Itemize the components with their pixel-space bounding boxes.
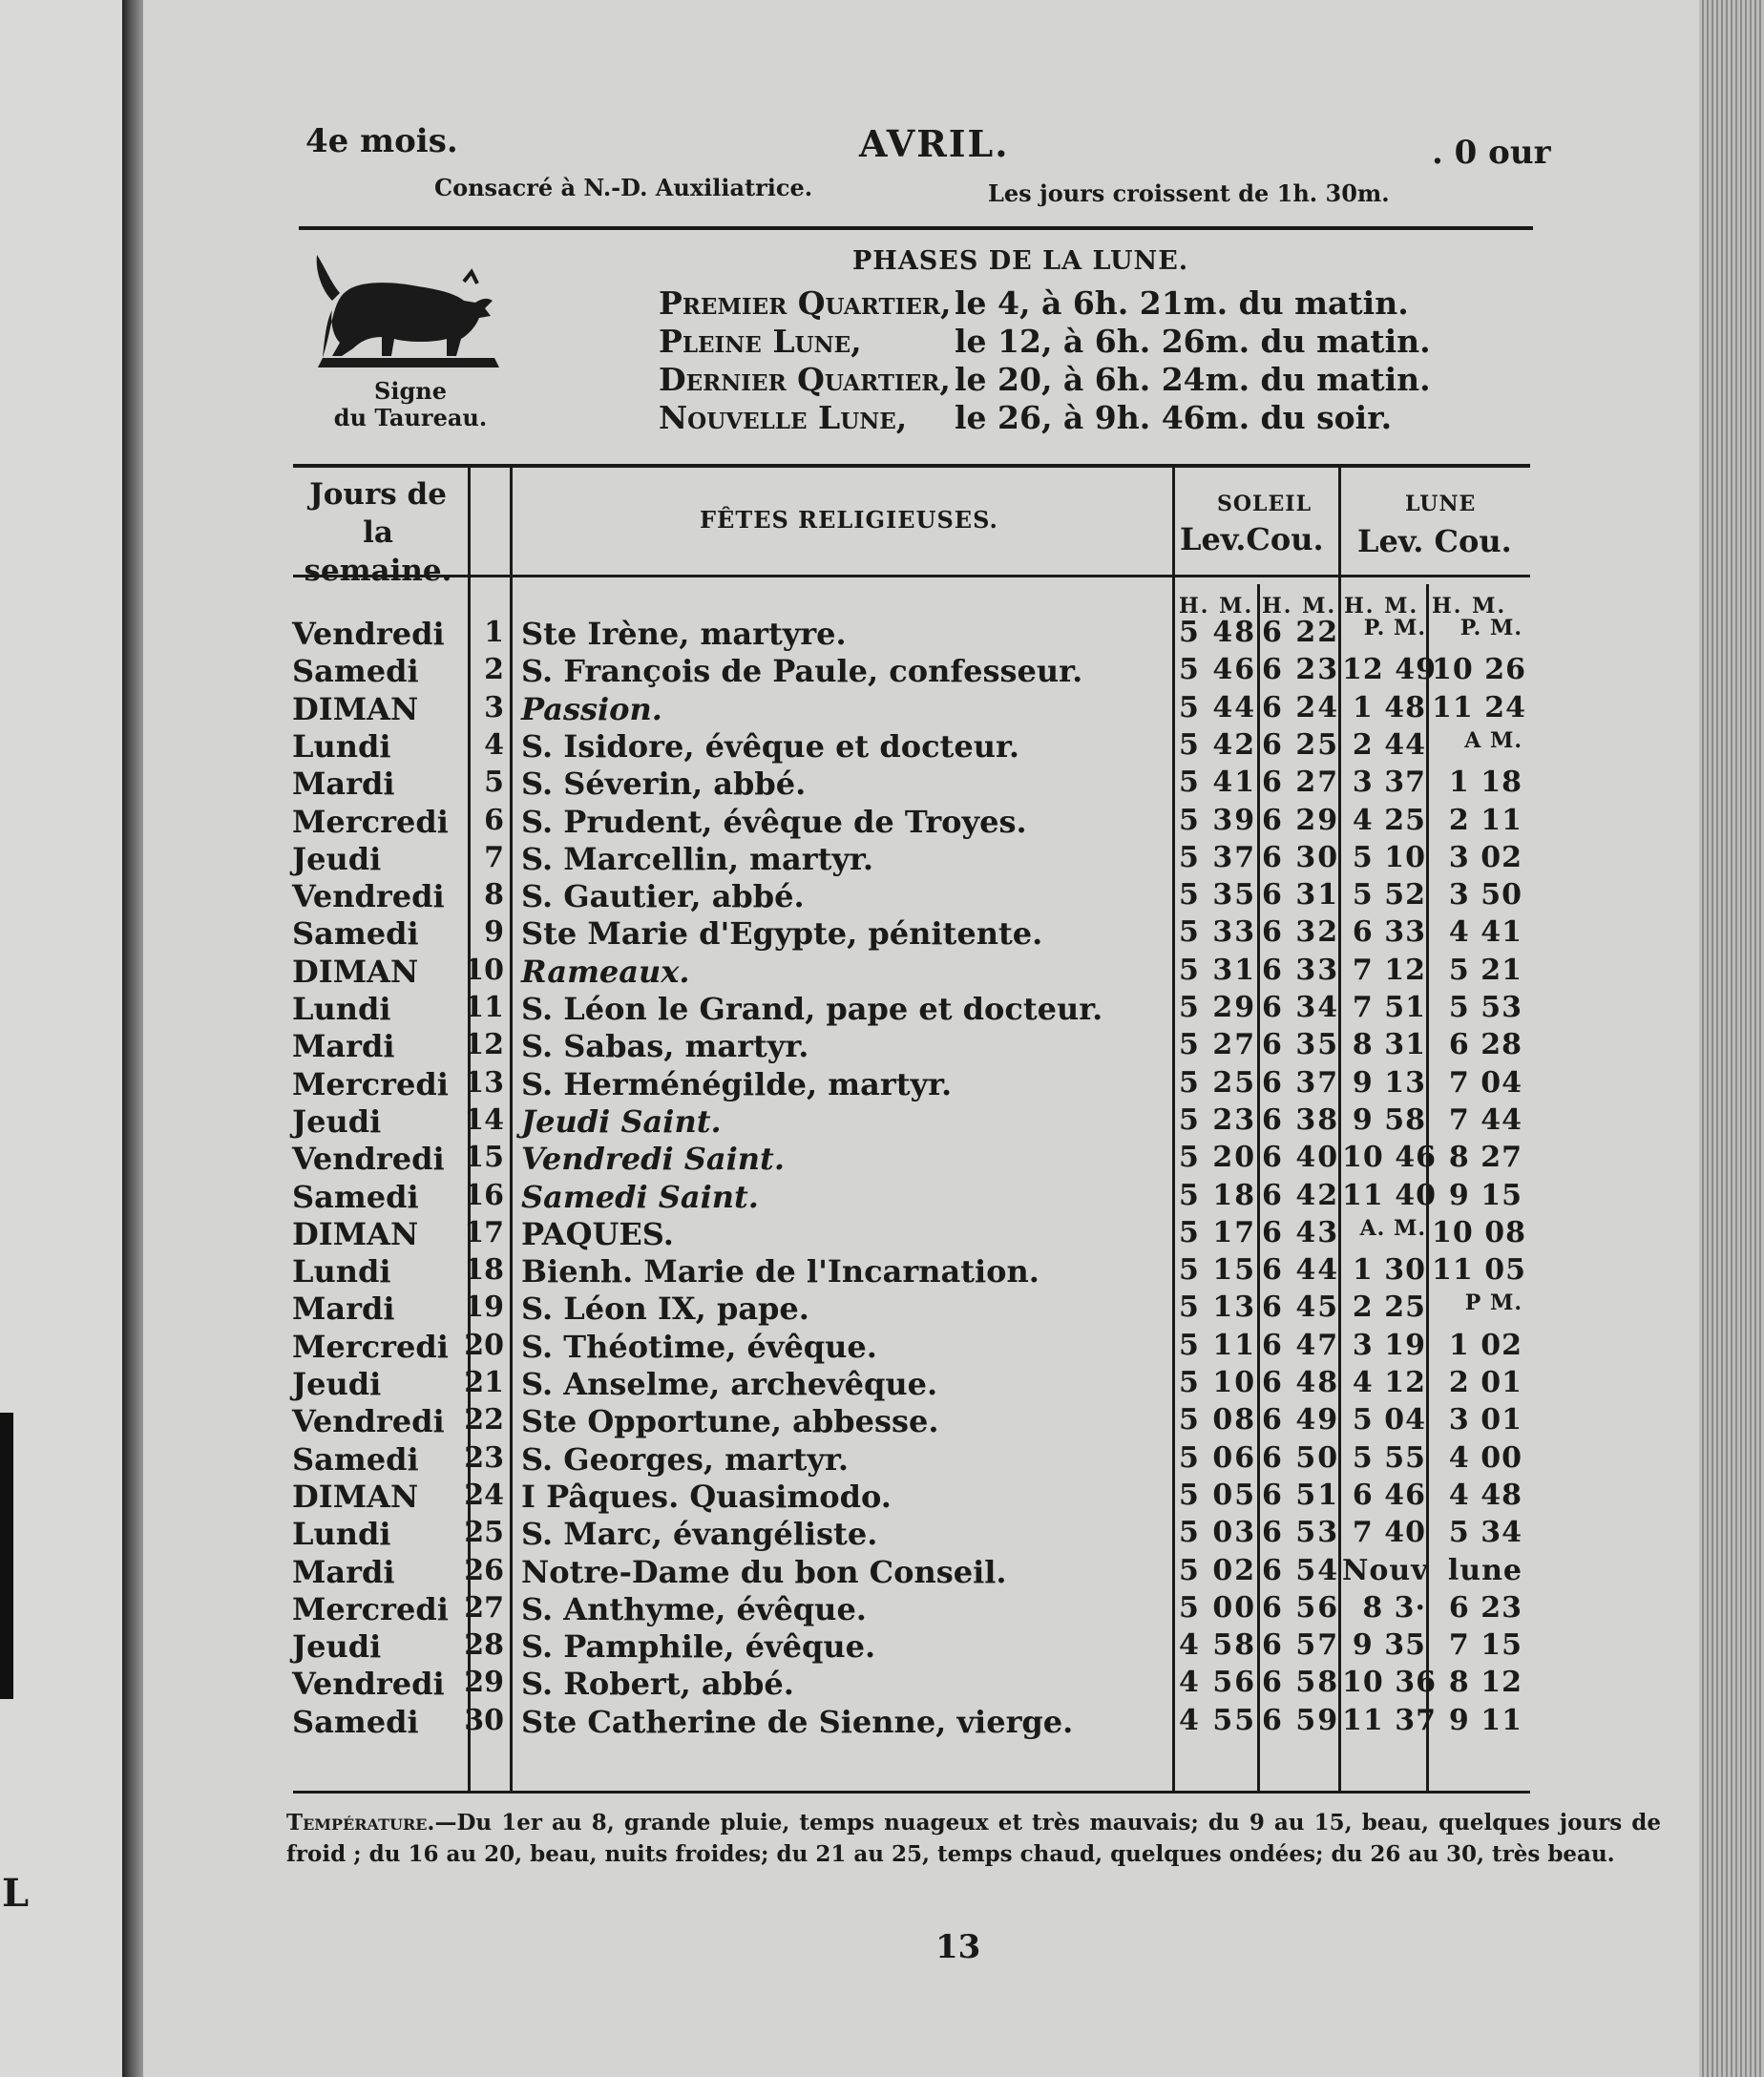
fete-cell: S. Sabas, martyr. — [521, 1028, 809, 1065]
moon-set-cell: 5 53 — [1448, 991, 1522, 1024]
sun-rise-cell: 5 31 — [1179, 953, 1257, 987]
sign-caption-line1: Signe — [374, 377, 447, 405]
sun-rise-cell: 5 08 — [1179, 1403, 1257, 1437]
sun-rise-cell: 5 00 — [1179, 1590, 1257, 1625]
sign-caption — [305, 378, 515, 431]
moon-set-cell: 2 11 — [1448, 803, 1522, 837]
left-page-edge-bar — [0, 1413, 13, 1699]
moon-rise-cell: 5 04 — [1352, 1403, 1426, 1437]
sun-rise-cell: 5 39 — [1179, 803, 1257, 837]
sun-set-cell: 6 25 — [1262, 727, 1340, 762]
day-cell: Jeudi — [292, 1628, 382, 1666]
sun-set-cell: 6 38 — [1262, 1102, 1340, 1137]
moon-set-cell: lune — [1447, 1553, 1522, 1587]
sign-caption-line2: du Taureau. — [333, 404, 488, 431]
moon-rise-cell: 5 10 — [1352, 840, 1426, 874]
moon-rise-cell: 9 13 — [1352, 1065, 1426, 1100]
col-header-days-line2: semaine. — [304, 554, 452, 588]
sun-rise-cell: 5 05 — [1179, 1478, 1257, 1512]
phase-date: le 20, à 6h. 24m. du matin. — [955, 361, 1431, 398]
moon-rise-cell: 5 55 — [1352, 1440, 1426, 1475]
date-cell: 1 — [484, 616, 504, 649]
temperature-text: —Du 1er au 8, grande pluie, temps nuageux et très mauvais; du 9 au 15, beau, quelques jours de froid ; du 16 au 20, beau, nuits froides; du 21 au 25, temps chaud, quelques ondées; du 26 au 30, très beau. — [286, 1810, 1661, 1867]
table-row — [143, 878, 1699, 915]
sun-rise-cell: 5 46 — [1179, 653, 1257, 687]
moon-rise-cell: 7 51 — [1352, 991, 1426, 1024]
sun-set-cell: 6 51 — [1262, 1478, 1340, 1512]
moon-rise-cell: 7 40 — [1352, 1516, 1426, 1550]
date-cell: 29 — [464, 1666, 504, 1700]
phase-row — [659, 399, 1392, 436]
fete-cell: S. Prudent, évêque de Troyes. — [521, 803, 1027, 840]
fete-cell: Rameaux. — [521, 953, 690, 990]
sun-set-cell: 6 42 — [1262, 1178, 1340, 1212]
day-cell: DIMAN — [292, 690, 419, 727]
phases-title: PHASES DE LA LUNE. — [852, 246, 1189, 276]
fete-cell: Ste Opportune, abbesse. — [521, 1403, 939, 1440]
moon-rise-cell: 9 58 — [1352, 1102, 1426, 1137]
moon-set-cell: 10 08 — [1432, 1215, 1526, 1249]
table-row — [143, 1253, 1699, 1290]
sun-set-cell: 6 30 — [1262, 840, 1340, 874]
moon-set-cell: 8 27 — [1448, 1141, 1522, 1175]
temperature-lead: Température. — [286, 1810, 435, 1836]
header-rule — [299, 226, 1533, 230]
table-row — [143, 1591, 1699, 1628]
day-cell: Jeudi — [292, 1366, 382, 1402]
date-cell: 16 — [464, 1178, 504, 1212]
temperature-note — [286, 1807, 1661, 1870]
phase-row — [659, 323, 1431, 360]
sun-rise-cell: 5 48 — [1179, 616, 1257, 649]
sun-rise-cell: 5 41 — [1179, 766, 1257, 800]
moon-set-cell: 8 12 — [1448, 1666, 1522, 1700]
table-row — [143, 1666, 1699, 1703]
table-row — [143, 691, 1699, 728]
date-cell: 26 — [464, 1553, 504, 1587]
table-row — [143, 766, 1699, 803]
col-header-lune-sub: Lev. Cou. — [1357, 523, 1512, 559]
table-row — [143, 1179, 1699, 1216]
hm-label: H. M. — [1344, 594, 1419, 619]
date-cell: 28 — [464, 1628, 504, 1663]
date-cell: 13 — [464, 1065, 504, 1100]
phase-date: le 26, à 9h. 46m. du soir. — [955, 399, 1393, 436]
sun-rise-cell: 5 25 — [1179, 1065, 1257, 1100]
table-row — [143, 1628, 1699, 1666]
sun-set-cell: 6 58 — [1262, 1666, 1340, 1700]
fete-cell: S. Séverin, abbé. — [521, 766, 807, 803]
phase-name: Pleine Lune, — [659, 323, 862, 360]
month-number: 4e mois. — [305, 122, 458, 160]
moon-set-cell: P M. — [1464, 1290, 1522, 1316]
hm-label: H. M. — [1432, 594, 1507, 619]
fete-cell: Vendredi Saint. — [521, 1141, 785, 1178]
moon-rise-cell: 2 25 — [1352, 1290, 1426, 1325]
phase-row — [659, 361, 1431, 398]
day-cell: Samedi — [292, 653, 419, 690]
sun-rise-cell: 5 02 — [1179, 1553, 1257, 1587]
day-cell: Lundi — [292, 727, 391, 765]
day-cell: Mardi — [292, 766, 395, 803]
sun-rise-cell: 5 29 — [1179, 991, 1257, 1024]
date-cell: 21 — [464, 1366, 504, 1399]
day-cell: Vendredi — [292, 616, 445, 652]
moon-rise-cell: 11 40 — [1342, 1178, 1437, 1212]
date-cell: 24 — [464, 1478, 504, 1512]
date-cell: 30 — [464, 1703, 504, 1737]
date-cell: 10 — [464, 953, 504, 987]
table-row — [143, 1516, 1699, 1553]
fete-cell: S. Anthyme, évêque. — [521, 1590, 867, 1627]
date-cell: 20 — [464, 1328, 504, 1362]
moon-set-cell: 7 15 — [1448, 1628, 1522, 1663]
moon-set-cell: 5 21 — [1448, 953, 1522, 987]
day-cell: Samedi — [292, 1178, 419, 1215]
moon-set-cell: 3 02 — [1448, 840, 1522, 874]
fete-cell: S. François de Paule, confesseur. — [521, 653, 1083, 690]
day-cell: Samedi — [292, 1440, 419, 1478]
moon-rise-cell: 6 33 — [1352, 915, 1426, 950]
left-page-letter: L — [2, 1871, 30, 1916]
moon-set-cell: 11 05 — [1432, 1253, 1526, 1288]
fete-cell: Ste Catherine de Sienne, vierge. — [521, 1703, 1074, 1740]
fete-cell: Ste Marie d'Egypte, pénitente. — [521, 915, 1043, 953]
table-row — [143, 841, 1699, 878]
sun-set-cell: 6 53 — [1262, 1516, 1340, 1550]
fete-cell: S. Georges, martyr. — [521, 1440, 850, 1478]
date-cell: 22 — [464, 1403, 504, 1437]
sun-rise-cell: 5 33 — [1179, 915, 1257, 950]
sun-set-cell: 6 43 — [1262, 1215, 1340, 1249]
moon-set-cell: 5 34 — [1448, 1516, 1522, 1550]
fete-cell: S. Marc, évangéliste. — [521, 1516, 878, 1553]
phase-name: Dernier Quartier, — [659, 361, 951, 398]
date-cell: 27 — [464, 1590, 504, 1625]
day-cell: Mercredi — [292, 1065, 449, 1102]
phase-row — [659, 284, 1409, 322]
sun-set-cell: 6 29 — [1262, 803, 1340, 837]
sun-rise-cell: 5 11 — [1179, 1328, 1257, 1362]
day-cell: Mercredi — [292, 803, 449, 840]
day-cell: Vendredi — [292, 878, 445, 915]
col-header-soleil: SOLEIL — [1217, 492, 1312, 516]
sun-rise-cell: 5 10 — [1179, 1366, 1257, 1399]
day-cell: Mercredi — [292, 1328, 449, 1365]
moon-rise-cell: 8 31 — [1352, 1028, 1426, 1062]
fete-cell: S. Léon le Grand, pape et docteur. — [521, 991, 1103, 1027]
sun-rise-cell: 4 58 — [1179, 1628, 1257, 1663]
sun-set-cell: 6 59 — [1262, 1703, 1340, 1737]
day-cell: Jeudi — [292, 840, 382, 877]
date-cell: 7 — [484, 840, 504, 874]
sun-rise-cell: 5 27 — [1179, 1028, 1257, 1062]
col-header-fetes: FÊTES RELIGIEUSES. — [700, 506, 998, 534]
phase-name: Nouvelle Lune, — [659, 399, 908, 436]
fete-cell: Ste Irène, martyre. — [521, 616, 847, 652]
book-gutter — [122, 0, 143, 2077]
moon-set-cell: 7 44 — [1448, 1102, 1522, 1137]
date-cell: 23 — [464, 1440, 504, 1475]
date-cell: 18 — [464, 1253, 504, 1288]
date-cell: 4 — [484, 727, 504, 762]
moon-rise-cell: 12 49 — [1342, 653, 1437, 687]
phase-name: Premier Quartier, — [659, 284, 952, 322]
moon-set-cell: 3 01 — [1448, 1403, 1522, 1437]
sun-set-cell: 6 32 — [1262, 915, 1340, 950]
moon-set-cell: 9 11 — [1448, 1703, 1522, 1737]
moon-set-cell: 11 24 — [1432, 690, 1526, 724]
moon-rise-cell: 10 46 — [1342, 1141, 1437, 1175]
sun-set-cell: 6 56 — [1262, 1590, 1340, 1625]
table-row — [143, 1103, 1699, 1141]
sun-rise-cell: 5 13 — [1179, 1290, 1257, 1325]
fete-cell: Passion. — [521, 690, 662, 727]
col-header-days — [292, 475, 464, 590]
day-cell: Mercredi — [292, 1590, 449, 1627]
book-page-edges — [1699, 0, 1764, 2077]
sun-rise-cell: 5 37 — [1179, 840, 1257, 874]
taurus-bull-icon — [304, 243, 514, 377]
day-cell: Jeudi — [292, 1102, 382, 1140]
moon-rise-cell: 5 52 — [1352, 878, 1426, 913]
table-row — [143, 1290, 1699, 1328]
date-cell: 5 — [484, 766, 504, 800]
sun-rise-cell: 5 06 — [1179, 1440, 1257, 1475]
moon-set-cell: 10 26 — [1432, 653, 1526, 687]
table-row — [143, 804, 1699, 841]
date-cell: 15 — [464, 1141, 504, 1175]
moon-rise-cell: 9 35 — [1352, 1628, 1426, 1663]
fete-cell: S. Robert, abbé. — [521, 1666, 794, 1703]
date-cell: 8 — [484, 878, 504, 913]
moon-set-cell: 9 15 — [1448, 1178, 1522, 1212]
sun-set-cell: 6 48 — [1262, 1366, 1340, 1399]
table-row — [143, 1066, 1699, 1103]
days-count: . 0 our — [1432, 134, 1551, 172]
sun-set-cell: 6 34 — [1262, 991, 1340, 1024]
table-row — [143, 954, 1699, 991]
moon-set-cell: 4 48 — [1448, 1478, 1522, 1512]
moon-rise-cell: 1 30 — [1352, 1253, 1426, 1288]
moon-set-cell: 3 50 — [1448, 878, 1522, 913]
sun-rise-cell: 5 20 — [1179, 1141, 1257, 1175]
table-bottom-rule — [293, 1791, 1530, 1794]
sun-rise-cell: 4 56 — [1179, 1666, 1257, 1700]
table-row — [143, 1403, 1699, 1440]
moon-rise-cell: 1 48 — [1352, 690, 1426, 724]
fete-cell: S. Théotime, évêque. — [521, 1328, 877, 1365]
fete-cell: Bienh. Marie de l'Incarnation. — [521, 1253, 1040, 1290]
col-header-soleil-sub: Lev.Cou. — [1180, 521, 1324, 557]
day-cell: Lundi — [292, 1516, 391, 1553]
date-cell: 25 — [464, 1516, 504, 1550]
col-header-days-line1: Jours de la — [309, 477, 447, 550]
sun-set-cell: 6 49 — [1262, 1403, 1340, 1437]
sun-rise-cell: 5 15 — [1179, 1253, 1257, 1288]
date-cell: 9 — [484, 915, 504, 950]
day-cell: Mardi — [292, 1553, 395, 1590]
table-row — [143, 1028, 1699, 1065]
col-header-lune: LUNE — [1405, 492, 1477, 516]
moon-rise-cell: 2 44 — [1352, 727, 1426, 762]
sun-set-cell: 6 31 — [1262, 878, 1340, 913]
day-cell: Samedi — [292, 915, 419, 953]
table-row — [143, 616, 1699, 653]
day-cell: DIMAN — [292, 1478, 419, 1515]
calendar-page — [143, 0, 1699, 2077]
day-cell: Vendredi — [292, 1403, 445, 1440]
date-cell: 12 — [464, 1028, 504, 1062]
sun-set-cell: 6 50 — [1262, 1440, 1340, 1475]
moon-rise-cell: 4 12 — [1352, 1366, 1426, 1399]
fete-cell: Samedi Saint. — [521, 1178, 759, 1215]
day-cell: Vendredi — [292, 1141, 445, 1178]
fete-cell: Notre-Dame du bon Conseil. — [521, 1553, 1007, 1590]
phase-date: le 12, à 6h. 26m. du matin. — [955, 323, 1431, 360]
moon-set-cell: 6 23 — [1448, 1590, 1522, 1625]
phase-date: le 4, à 6h. 21m. du matin. — [955, 284, 1409, 322]
sun-set-cell: 6 37 — [1262, 1065, 1340, 1100]
moon-set-cell: A M. — [1464, 727, 1522, 753]
date-cell: 11 — [464, 991, 504, 1024]
moon-rise-cell: A. M. — [1359, 1215, 1426, 1241]
month-name: AVRIL. — [859, 122, 1010, 165]
sun-rise-cell: 5 17 — [1179, 1215, 1257, 1249]
fete-cell: S. Isidore, évêque et docteur. — [521, 727, 1020, 765]
sun-set-cell: 6 35 — [1262, 1028, 1340, 1062]
sun-set-cell: 6 24 — [1262, 690, 1340, 724]
fete-cell: PAQUES. — [521, 1215, 674, 1252]
moon-rise-cell: 8 3· — [1362, 1590, 1426, 1625]
fete-cell: S. Léon IX, pape. — [521, 1290, 809, 1328]
sun-set-cell: 6 22 — [1262, 616, 1340, 649]
sun-set-cell: 6 27 — [1262, 766, 1340, 800]
moon-set-cell: 7 04 — [1448, 1065, 1522, 1100]
moon-rise-cell: 11 37 — [1342, 1703, 1437, 1737]
sun-set-cell: 6 45 — [1262, 1290, 1340, 1325]
moon-rise-cell: 6 46 — [1352, 1478, 1426, 1512]
table-top-rule — [293, 464, 1530, 468]
table-row — [143, 1329, 1699, 1366]
dedication: Consacré à N.-D. Auxiliatrice. — [434, 174, 813, 201]
moon-rise-cell: 3 19 — [1352, 1328, 1426, 1362]
sun-set-cell: 6 44 — [1262, 1253, 1340, 1288]
moon-set-cell: 1 02 — [1448, 1328, 1522, 1362]
date-cell: 14 — [464, 1102, 504, 1137]
moon-set-cell: 6 28 — [1448, 1028, 1522, 1062]
sun-set-cell: 6 47 — [1262, 1328, 1340, 1362]
moon-set-cell: 4 00 — [1448, 1440, 1522, 1475]
table-row — [143, 1141, 1699, 1178]
day-cell: Samedi — [292, 1703, 419, 1740]
moon-rise-cell: 10 36 — [1342, 1666, 1437, 1700]
day-cell: Lundi — [292, 1253, 391, 1290]
table-row — [143, 991, 1699, 1028]
sun-rise-cell: 5 03 — [1179, 1516, 1257, 1550]
day-cell: Mardi — [292, 1290, 395, 1328]
hm-label: H. M. — [1262, 594, 1337, 619]
moon-set-cell: 2 01 — [1448, 1366, 1522, 1399]
fete-cell: S. Marcellin, martyr. — [521, 840, 874, 877]
date-cell: 17 — [464, 1215, 504, 1249]
date-cell: 19 — [464, 1290, 504, 1325]
table-row — [143, 1479, 1699, 1516]
moon-rise-cell: 4 25 — [1352, 803, 1426, 837]
date-cell: 3 — [484, 690, 504, 724]
day-cell: Vendredi — [292, 1666, 445, 1703]
sun-rise-cell: 5 18 — [1179, 1178, 1257, 1212]
day-cell: DIMAN — [292, 1215, 419, 1252]
day-cell: Mardi — [292, 1028, 395, 1065]
table-header-rule — [293, 575, 1530, 577]
sun-set-cell: 6 33 — [1262, 953, 1340, 987]
sun-rise-cell: 5 23 — [1179, 1102, 1257, 1137]
fete-cell: S. Herménégilde, martyr. — [521, 1065, 953, 1102]
sun-set-cell: 6 54 — [1262, 1553, 1340, 1587]
moon-rise-cell: Nouv — [1342, 1553, 1429, 1587]
sun-set-cell: 6 40 — [1262, 1141, 1340, 1175]
fete-cell: Jeudi Saint. — [521, 1102, 722, 1140]
hm-label: H. M. — [1179, 594, 1254, 619]
sun-set-cell: 6 57 — [1262, 1628, 1340, 1663]
day-cell: Lundi — [292, 991, 391, 1027]
sun-rise-cell: 5 44 — [1179, 690, 1257, 724]
table-row — [143, 1704, 1699, 1741]
fete-cell: S. Pamphile, évêque. — [521, 1628, 876, 1666]
date-cell: 2 — [484, 653, 504, 687]
table-row — [143, 1366, 1699, 1403]
fete-cell: I Pâques. Quasimodo. — [521, 1478, 892, 1515]
sun-rise-cell: 4 55 — [1179, 1703, 1257, 1737]
table-row — [143, 728, 1699, 766]
table-row — [143, 1554, 1699, 1591]
moon-set-cell: 4 41 — [1448, 915, 1522, 950]
daylight-note: Les jours croissent de 1h. 30m. — [988, 179, 1390, 207]
sun-set-cell: 6 23 — [1262, 653, 1340, 687]
moon-set-cell: P. M. — [1460, 616, 1522, 640]
fete-cell: S. Anselme, archevêque. — [521, 1366, 938, 1402]
moon-set-cell: 1 18 — [1448, 766, 1522, 800]
table-row — [143, 653, 1699, 690]
moon-rise-cell: 7 12 — [1352, 953, 1426, 987]
table-row — [143, 1216, 1699, 1253]
day-cell: DIMAN — [292, 953, 419, 990]
page-number: 13 — [935, 1928, 981, 1966]
table-row — [143, 1441, 1699, 1479]
table-row — [143, 915, 1699, 953]
moon-rise-cell: 3 37 — [1352, 766, 1426, 800]
sun-rise-cell: 5 35 — [1179, 878, 1257, 913]
sun-rise-cell: 5 42 — [1179, 727, 1257, 762]
date-cell: 6 — [484, 803, 504, 837]
moon-rise-cell: P. M. — [1363, 616, 1426, 640]
fete-cell: S. Gautier, abbé. — [521, 878, 805, 915]
